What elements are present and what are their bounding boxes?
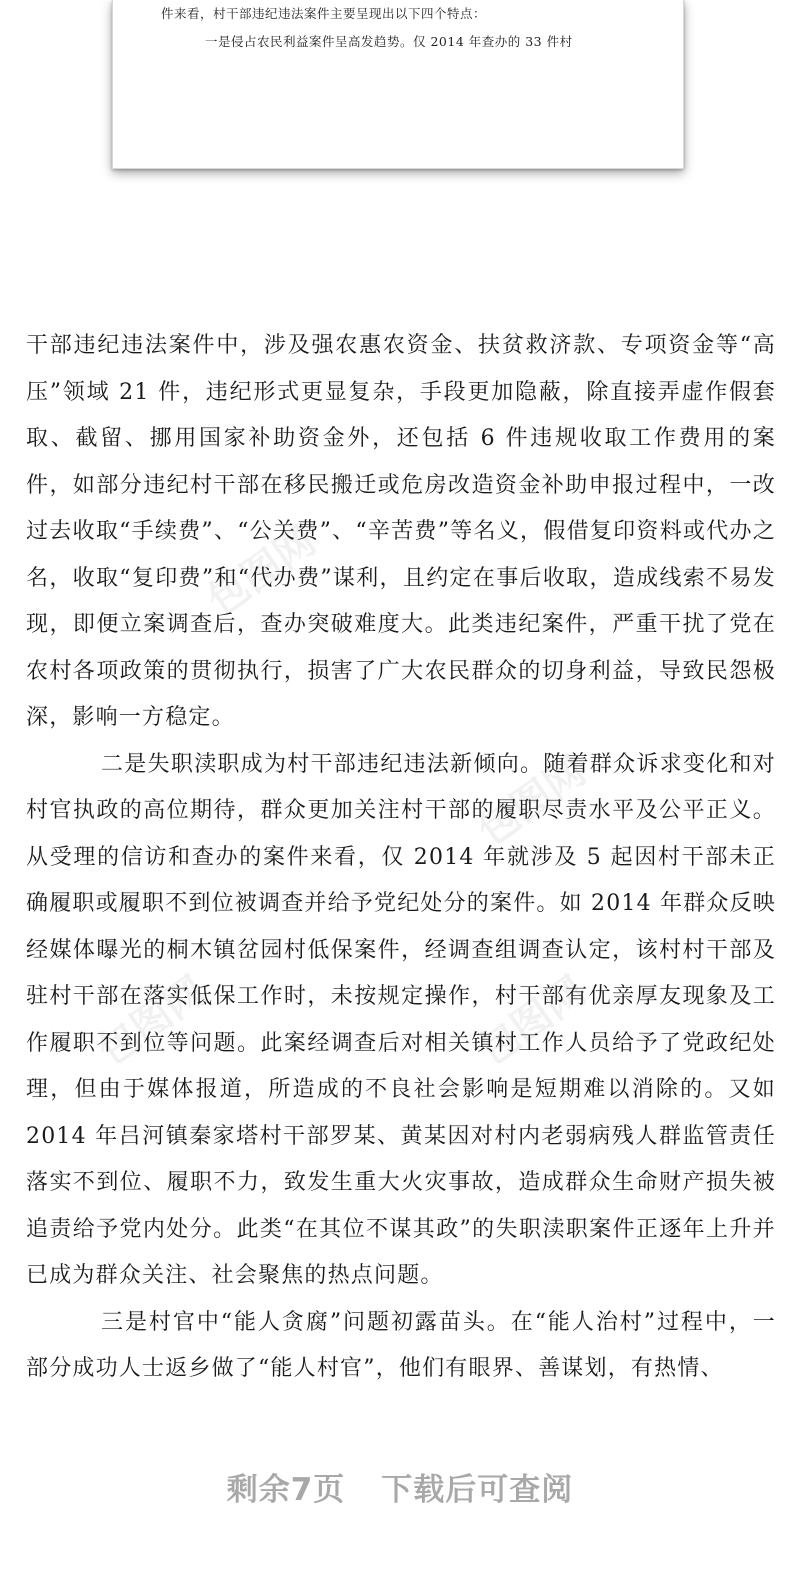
download-prompt[interactable] [0, 1466, 800, 1514]
remaining-pages-label: 剩余7页 [226, 1472, 346, 1508]
watermark: 包图网 [469, 968, 595, 1075]
download-to-view-label: 下载后可查阅 [381, 1472, 574, 1508]
paragraph-3: 三是村官中“能人贪腐”问题初露苗头。在“能人治村”过程中，一部分成功人士返乡做了“能人村官”，他们有眼界、善谋划，有热情、 [26, 1309, 776, 1381]
paragraph-1: 干部违纪违法案件中，涉及强农惠农资金、扶贫救济款、专项资金等“高压”领域 21 件，违纪形式更显复杂，手段更加隐蔽，除直接弄虚作假套取、截留、挪用国家补助资金外，还包括 6 件违规收取工作费用的案件，如部分违纪村干部在移民搬迁或危房改造资金补助申报过程中，一改过去收取“手续费”、“公关费”、“辛苦费”等名义，假借复印资料或代办之名，收取“复印费”和“代办费”谋利，且约定在事后收取，造成线索不易发现，即便立案调查后，查办突破难度大。此类违纪案件，严重干扰了党在农村各项政策的贯彻执行，损害了广大农民群众的切身利益，导致民怨极深，影响一方稳定。 [26, 333, 776, 730]
document-body [26, 323, 776, 1393]
watermark: 包图网 [469, 748, 595, 855]
page-preview-card [112, 0, 684, 169]
paragraph-2: 二是失职渎职成为村干部违纪违法新倾向。随着群众诉求变化和对村官执政的高位期待，群众更加关注村干部的履职尽责水平及公平正义。从受理的信访和查办的案件来看，仅 2014 年就涉及 5 起因村干部未正确履职或履职不到位被调查并给予党纪处分的案件。如 2014 年群众反映经媒体曝光的桐木镇岔园村低保案件，经调查组调查认定，该村村干部及驻村干部在落实低保工作时，未按规定操作，村干部有优亲厚友现象及工作履职不到位等问题。此案经调查后对相关镇村工作人员给予了党政纪处理，但由于媒体报道，所造成的不良社会影响是短期难以消除的。又如 2014 年吕河镇秦家塔村干部罗某、黄某因对村内老弱病残人群监管责任落实不到位、履职不力，致发生重大火灾事故，造成群众生命财产损失被追责给予党内处分。此类“在其位不谋其政”的失职渎职案件正逐年上升并已成为群众关注、社会聚焦的热点问题。 [26, 751, 776, 1288]
preview-line-1: 件来看，村干部违纪违法案件主要呈现出以下四个特点： [161, 6, 487, 21]
preview-line-2: 一是侵占农民利益案件呈高发趋势。仅 2014 年查办的 33 件村 [205, 34, 573, 49]
watermark: 包图网 [199, 518, 325, 625]
watermark: 包图网 [89, 968, 215, 1075]
